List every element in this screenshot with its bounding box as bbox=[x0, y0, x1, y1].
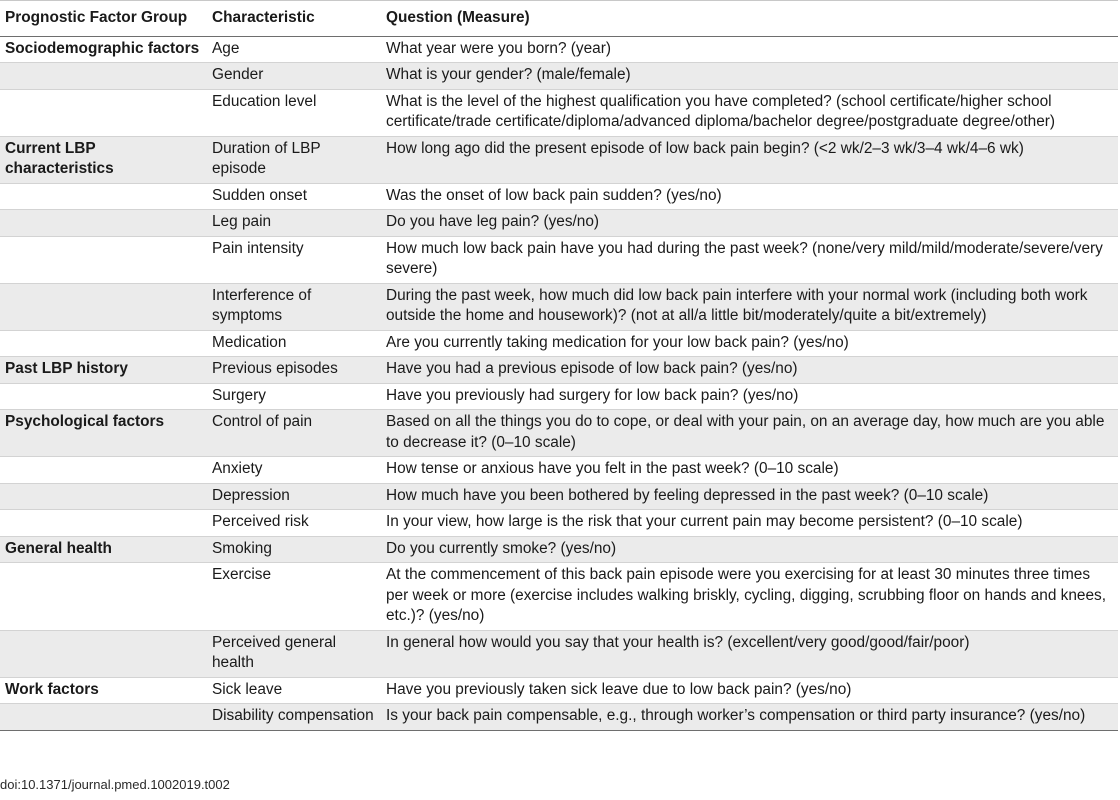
table-row bbox=[0, 410, 1118, 457]
question-cell: How tense or anxious have you felt in the past week? (0–10 scale) bbox=[386, 460, 839, 477]
group-cell: General health bbox=[5, 539, 112, 557]
group-cell bbox=[0, 510, 207, 537]
characteristic-cell: Depression bbox=[212, 486, 290, 504]
group-cell bbox=[0, 383, 207, 410]
group-cell: Psychological factors bbox=[5, 413, 165, 430]
question-cell: How long ago did the present episode of low back pain begin? (<2 wk/2–3 wk/3–4 wk/4–6 wk) bbox=[386, 139, 1024, 157]
characteristic-cell: Sick leave bbox=[212, 680, 283, 698]
characteristic-cell: Perceived general health bbox=[212, 633, 337, 671]
characteristic-cell: Sudden onset bbox=[212, 186, 307, 204]
question-cell: Was the onset of low back pain sudden? (yes/no) bbox=[386, 186, 722, 204]
question-cell: At the commencement of this back pain episode were you exercising for at least 30 minutes three times per week or more (exercise includes walking briskly, cycling, digging, scrubbing floor on hands and knees, etc.)? (yes/no) bbox=[386, 566, 1107, 624]
header-question-measure: Question (Measure) bbox=[386, 9, 530, 26]
question-cell: Have you previously had surgery for low back pain? (yes/no) bbox=[386, 386, 799, 404]
question-cell: How much low back pain have you had during the past week? (none/very mild/mild/moderate/severe/very severe) bbox=[386, 239, 1103, 277]
group-cell: Sociodemographic factors bbox=[5, 39, 200, 57]
table-row bbox=[0, 210, 1118, 237]
question-cell: In general how would you say that your health is? (excellent/very good/good/fair/poor) bbox=[386, 633, 970, 651]
table-row bbox=[0, 483, 1118, 510]
question-cell: Do you currently smoke? (yes/no) bbox=[386, 539, 617, 557]
group-cell bbox=[0, 236, 207, 283]
question-cell: Are you currently taking medication for your low back pain? (yes/no) bbox=[386, 333, 849, 351]
question-cell: What is your gender? (male/female) bbox=[386, 66, 631, 83]
group-cell: Current LBP characteristics bbox=[5, 139, 114, 177]
group-cell: Past LBP history bbox=[5, 360, 128, 377]
table-row bbox=[0, 236, 1118, 283]
group-cell bbox=[0, 330, 207, 357]
table-row bbox=[0, 89, 1118, 136]
question-cell: Do you have leg pain? (yes/no) bbox=[386, 213, 600, 230]
characteristic-cell: Leg pain bbox=[212, 213, 272, 230]
characteristic-cell: Education level bbox=[212, 92, 317, 110]
table-row bbox=[0, 36, 1118, 63]
question-cell: In your view, how large is the risk that your current pain may become persistent? (0–10 scale) bbox=[386, 513, 1023, 530]
table-row bbox=[0, 630, 1118, 677]
characteristic-cell: Previous episodes bbox=[212, 360, 338, 377]
table-row bbox=[0, 457, 1118, 484]
group-cell bbox=[0, 563, 207, 631]
question-cell: Based on all the things you do to cope, or deal with your pain, on an average day, how much are you able to decrease it? (0–10 scale) bbox=[386, 413, 1105, 451]
table-row bbox=[0, 510, 1118, 537]
group-cell bbox=[0, 483, 207, 510]
characteristic-cell: Exercise bbox=[212, 566, 272, 583]
table-row bbox=[0, 536, 1118, 563]
question-cell: What year were you born? (year) bbox=[386, 39, 611, 57]
group-cell bbox=[0, 63, 207, 90]
characteristic-cell: Age bbox=[212, 39, 240, 57]
characteristic-cell: Perceived risk bbox=[212, 513, 309, 530]
characteristic-cell: Surgery bbox=[212, 386, 266, 404]
question-cell: How much have you been bothered by feeling depressed in the past week? (0–10 scale) bbox=[386, 486, 989, 504]
characteristic-cell: Disability compensation bbox=[212, 707, 374, 724]
table-row bbox=[0, 677, 1118, 704]
question-cell: What is the level of the highest qualification you have completed? (school certificate/higher school certificate/trade certificate/diploma/advanced diploma/bachelor degree/postgraduate degree/other) bbox=[386, 92, 1056, 130]
characteristic-cell: Duration of LBP episode bbox=[212, 139, 321, 177]
question-cell: Is your back pain compensable, e.g., through worker’s compensation or third party insurance? (yes/no) bbox=[386, 707, 1086, 724]
table-row bbox=[0, 63, 1118, 90]
question-cell: Have you had a previous episode of low back pain? (yes/no) bbox=[386, 360, 798, 377]
table-row bbox=[0, 136, 1118, 183]
group-cell bbox=[0, 457, 207, 484]
group-cell bbox=[0, 89, 207, 136]
characteristic-cell: Pain intensity bbox=[212, 239, 304, 257]
table-row bbox=[0, 183, 1118, 210]
characteristic-cell: Smoking bbox=[212, 539, 272, 557]
table-row bbox=[0, 383, 1118, 410]
characteristic-cell: Gender bbox=[212, 66, 264, 83]
doi-caption: doi:10.1371/journal.pmed.1002019.t002 bbox=[0, 777, 230, 792]
group-cell bbox=[0, 630, 207, 677]
table-row bbox=[0, 563, 1118, 631]
table-header-row bbox=[0, 1, 1118, 37]
characteristic-cell: Medication bbox=[212, 333, 287, 351]
group-cell bbox=[0, 283, 207, 330]
group-cell bbox=[0, 183, 207, 210]
table-row bbox=[0, 357, 1118, 384]
table-row bbox=[0, 283, 1118, 330]
group-cell bbox=[0, 704, 207, 731]
group-cell bbox=[0, 210, 207, 237]
header-prognostic-factor-group: Prognostic Factor Group bbox=[5, 9, 188, 26]
header-characteristic: Characteristic bbox=[212, 9, 315, 26]
group-cell: Work factors bbox=[5, 680, 99, 698]
question-cell: During the past week, how much did low back pain interfere with your normal work (including both work outside the home and housework)? (not at all/a little bit/moderately/quite a bit/extremely) bbox=[386, 286, 1088, 324]
question-cell: Have you previously taken sick leave due to low back pain? (yes/no) bbox=[386, 680, 852, 698]
table-row bbox=[0, 330, 1118, 357]
characteristic-cell: Interference of symptoms bbox=[212, 286, 312, 324]
characteristic-cell: Anxiety bbox=[212, 460, 263, 477]
characteristic-cell: Control of pain bbox=[212, 413, 313, 430]
table-row bbox=[0, 704, 1118, 731]
